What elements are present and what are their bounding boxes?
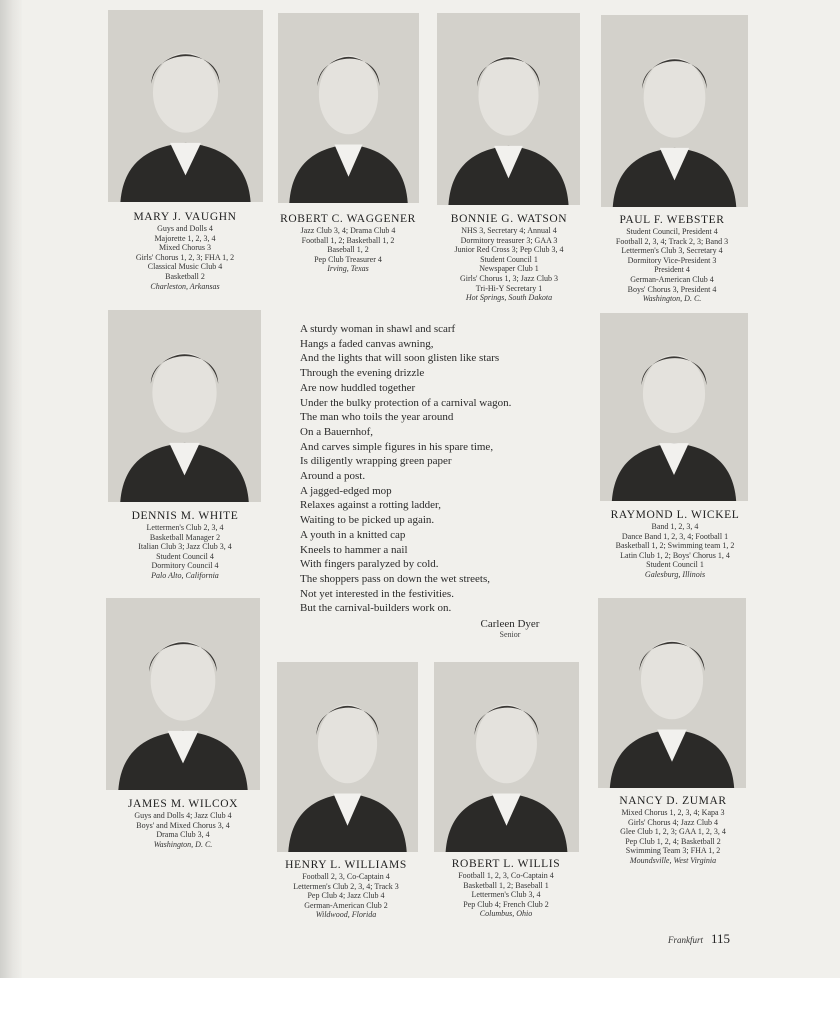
- activity-line: Majorette 1, 2, 3, 4: [154, 233, 216, 243]
- activity-line: Jazz Club 3, 4; Drama Club 4: [300, 226, 396, 235]
- face-shape: [641, 640, 703, 719]
- poem-line: And carves simple figures in his spare time,: [300, 440, 494, 453]
- poem-line: Is diligently wrapping green paper: [300, 455, 452, 468]
- page-bottom-margin: [0, 978, 840, 1024]
- student-name: BONNIE G. WATSON: [450, 213, 568, 225]
- activity-list: [85, 523, 285, 571]
- face-shape: [319, 55, 378, 134]
- student-name: JAMES M. WILCOX: [127, 798, 239, 810]
- poem-line: The man who toils the year around: [300, 411, 454, 424]
- student-name: HENRY L. WILLIAMS: [285, 859, 407, 871]
- activity-line: Football 2, 3, Co-Captain 4: [302, 872, 390, 881]
- hometown: Hot Springs, South Dakota: [465, 293, 553, 303]
- activity-line: Lettermen's Club 2, 3, 4; Track 3: [293, 881, 399, 891]
- hometown: Palo Alto, California: [151, 570, 219, 580]
- activity-line: Girls' Chorus 1, 2, 3; FHA 1, 2: [135, 252, 235, 262]
- activity-line: Pep Club 4; Jazz Club 4: [307, 891, 385, 901]
- face-shape: [152, 353, 216, 433]
- activity-line: Mixed Chorus 1, 2, 3, 4; Kapa 3: [621, 808, 725, 817]
- activity-line: Student Council 1: [480, 254, 538, 264]
- activity-list: [406, 871, 606, 909]
- activity-line: Pep Club 4; French Club 2: [463, 899, 549, 909]
- activity-line: Basketball 2: [165, 271, 205, 281]
- activity-line: Latin Club 1, 2; Boys' Chorus 1, 4: [620, 550, 730, 560]
- activity-line: Dormitory Vice-President 3: [627, 255, 717, 265]
- face-shape: [644, 58, 706, 138]
- activity-line: German-American Club 2: [304, 900, 388, 910]
- activity-line: Dormitory Council 4: [151, 561, 219, 571]
- portrait-silhouette: [437, 13, 580, 205]
- portrait-photo-zumar: [598, 598, 746, 788]
- student-name: PAUL F. WEBSTER: [619, 214, 725, 226]
- activity-line: Glee Club 1, 2, 3; GAA 1, 2, 3, 4: [620, 827, 726, 837]
- activity-line: Band 1, 2, 3, 4: [651, 522, 699, 531]
- poem-author: [470, 618, 550, 639]
- activity-line: Dormitory treasurer 3; GAA 3: [460, 235, 558, 245]
- activity-line: Pep Club 1, 2, 4; Basketball 2: [625, 836, 721, 846]
- poem-line: Hangs a faded canvas awning,: [300, 337, 434, 350]
- hometown: Moundsville, West Virginia: [629, 855, 717, 865]
- face-shape: [478, 56, 538, 136]
- poem-line: Under the bulky protection of a carnival wagon.: [300, 396, 512, 409]
- hometown: Irving, Texas: [327, 264, 369, 274]
- activity-line: Lettermen's Club 3, 4: [471, 890, 541, 900]
- activity-line: Swimming Team 3; FHA 1, 2: [625, 846, 721, 856]
- face-shape: [476, 704, 537, 783]
- poem: [300, 322, 600, 616]
- activity-line: Drama Club 3, 4: [156, 830, 210, 840]
- portrait-photo-vaughn: [108, 10, 263, 202]
- portrait-silhouette: [108, 10, 263, 202]
- activity-list: [573, 808, 773, 856]
- face-shape: [153, 53, 218, 133]
- page-spine: [0, 0, 22, 978]
- portrait-photo-watson: [437, 13, 580, 205]
- activity-line: Tri-Hi-Y Secretary 1: [475, 283, 543, 293]
- student-entry-white: [85, 509, 285, 581]
- hometown: Charleston, Arkansas: [150, 281, 220, 291]
- student-name: ROBERT L. WILLIS: [451, 858, 561, 870]
- face-shape: [643, 355, 705, 433]
- activity-line: NHS 3, Secretary 4; Annual 4: [461, 226, 557, 235]
- portrait-silhouette: [106, 598, 260, 790]
- poem-line: Relaxes against a rotting ladder,: [300, 499, 441, 512]
- poem-line: Are now huddled together: [300, 381, 416, 394]
- activity-line: Basketball 1, 2; Swimming team 1, 2: [615, 541, 735, 551]
- activity-line: Basketball Manager 2: [149, 532, 221, 542]
- portrait-silhouette: [600, 313, 748, 501]
- poem-line: Around a post.: [300, 470, 366, 483]
- poem-line: Waiting to be picked up again.: [300, 514, 435, 527]
- activity-list: [575, 522, 775, 570]
- activity-line: Student Council 1: [646, 560, 704, 570]
- hometown: Wildwood, Florida: [315, 910, 377, 920]
- portrait-photo-williams: [277, 662, 418, 852]
- activity-list: [83, 811, 283, 840]
- portrait-silhouette: [108, 310, 261, 502]
- hometown: Washington, D. C.: [153, 839, 213, 849]
- footer-school: Frankfurt: [668, 935, 703, 945]
- poem-line: With fingers paralyzed by cold.: [300, 558, 439, 571]
- page-footer: [668, 930, 730, 948]
- portrait-photo-waggener: [278, 13, 419, 203]
- poem-line: A sturdy woman in shawl and scarf: [300, 323, 456, 335]
- author-name: Carleen Dyer: [480, 618, 540, 630]
- poem-line: And the lights that will soon glisten like stars: [300, 352, 500, 365]
- author-class: Senior: [499, 630, 521, 639]
- hometown: Galesburg, Illinois: [644, 569, 706, 579]
- activity-line: Dance Band 1, 2, 3, 4; Football 1: [621, 531, 729, 541]
- student-name: MARY J. VAUGHN: [133, 211, 237, 223]
- activity-line: Football 1, 2; Basketball 1, 2: [301, 235, 395, 245]
- page-number: 115: [711, 931, 731, 946]
- student-name: NANCY D. ZUMAR: [619, 795, 727, 807]
- activity-line: Mixed Chorus 3: [159, 243, 211, 253]
- activity-line: Lettermen's Club 3, Secretary 4: [621, 246, 723, 256]
- activity-line: Boys' Chorus 3, President 4: [627, 284, 717, 294]
- activity-line: Student Council 4: [156, 551, 214, 561]
- poem-line: The shoppers pass on down the wet streets,: [300, 572, 491, 585]
- activity-line: Newspaper Club 1: [479, 264, 539, 274]
- portrait-photo-willis: [434, 662, 579, 852]
- activity-line: Student Council, President 4: [626, 227, 718, 236]
- portrait-photo-webster: [601, 15, 748, 207]
- poem-line: Not yet interested in the festivities.: [300, 587, 454, 600]
- activity-line: German-American Club 4: [630, 274, 714, 284]
- activity-line: Italian Club 3; Jazz Club 3, 4: [138, 542, 232, 552]
- portrait-silhouette: [278, 13, 419, 203]
- portrait-silhouette: [277, 662, 418, 852]
- face-shape: [318, 704, 377, 783]
- portrait-photo-wilcox: [106, 598, 260, 790]
- portrait-silhouette: [434, 662, 579, 852]
- activity-line: Junior Red Cross 3; Pep Club 3, 4: [454, 245, 564, 255]
- student-entry-zumar: [573, 794, 773, 866]
- poem-line: But the carnival-builders work on.: [300, 602, 452, 615]
- activity-line: Football 2, 3, 4; Track 2, 3; Band 3: [615, 236, 729, 246]
- activity-line: Girls' Chorus 4; Jazz Club 4: [627, 817, 719, 827]
- activity-line: Guys and Dolls 4: [157, 224, 213, 233]
- poem-line: A jagged-edged mop: [300, 484, 392, 497]
- student-entry-wilcox: [83, 797, 283, 850]
- activity-line: Classical Music Club 4: [147, 262, 223, 272]
- face-shape: [151, 641, 216, 721]
- activity-list: [572, 227, 772, 294]
- student-entry-webster: [572, 213, 772, 304]
- activity-line: Basketball 1, 2; Baseball 1: [463, 880, 549, 890]
- portrait-silhouette: [601, 15, 748, 207]
- student-name: ROBERT C. WAGGENER: [280, 213, 416, 225]
- activity-line: Guys and Dolls 4; Jazz Club 4: [134, 811, 232, 820]
- activity-line: Baseball 1, 2: [327, 245, 369, 255]
- portrait-photo-wickel: [600, 313, 748, 501]
- poem-line: Through the evening drizzle: [300, 367, 425, 380]
- activity-line: Lettermen's Club 2, 3, 4: [146, 523, 224, 532]
- student-entry-willis: [406, 857, 606, 919]
- activity-line: Boys' and Mixed Chorus 3, 4: [136, 820, 230, 830]
- student-name: RAYMOND L. WICKEL: [610, 509, 740, 521]
- poem-line: Kneels to hammer a nail: [300, 543, 408, 556]
- student-name: DENNIS M. WHITE: [131, 510, 239, 522]
- activity-line: Pep Club Treasurer 4: [314, 254, 382, 264]
- poem-line: A youth in a knitted cap: [300, 528, 406, 541]
- activity-line: Girls' Chorus 1, 3; Jazz Club 3: [459, 273, 559, 283]
- activity-line: Football 1, 2, 3, Co-Captain 4: [458, 871, 554, 880]
- portrait-silhouette: [598, 598, 746, 788]
- poem-line: On a Bauernhof,: [300, 425, 374, 438]
- activity-line: President 4: [654, 265, 690, 275]
- student-entry-wickel: [575, 508, 775, 580]
- hometown: Washington, D. C.: [642, 294, 702, 304]
- portrait-photo-white: [108, 310, 261, 502]
- hometown: Columbus, Ohio: [479, 909, 533, 919]
